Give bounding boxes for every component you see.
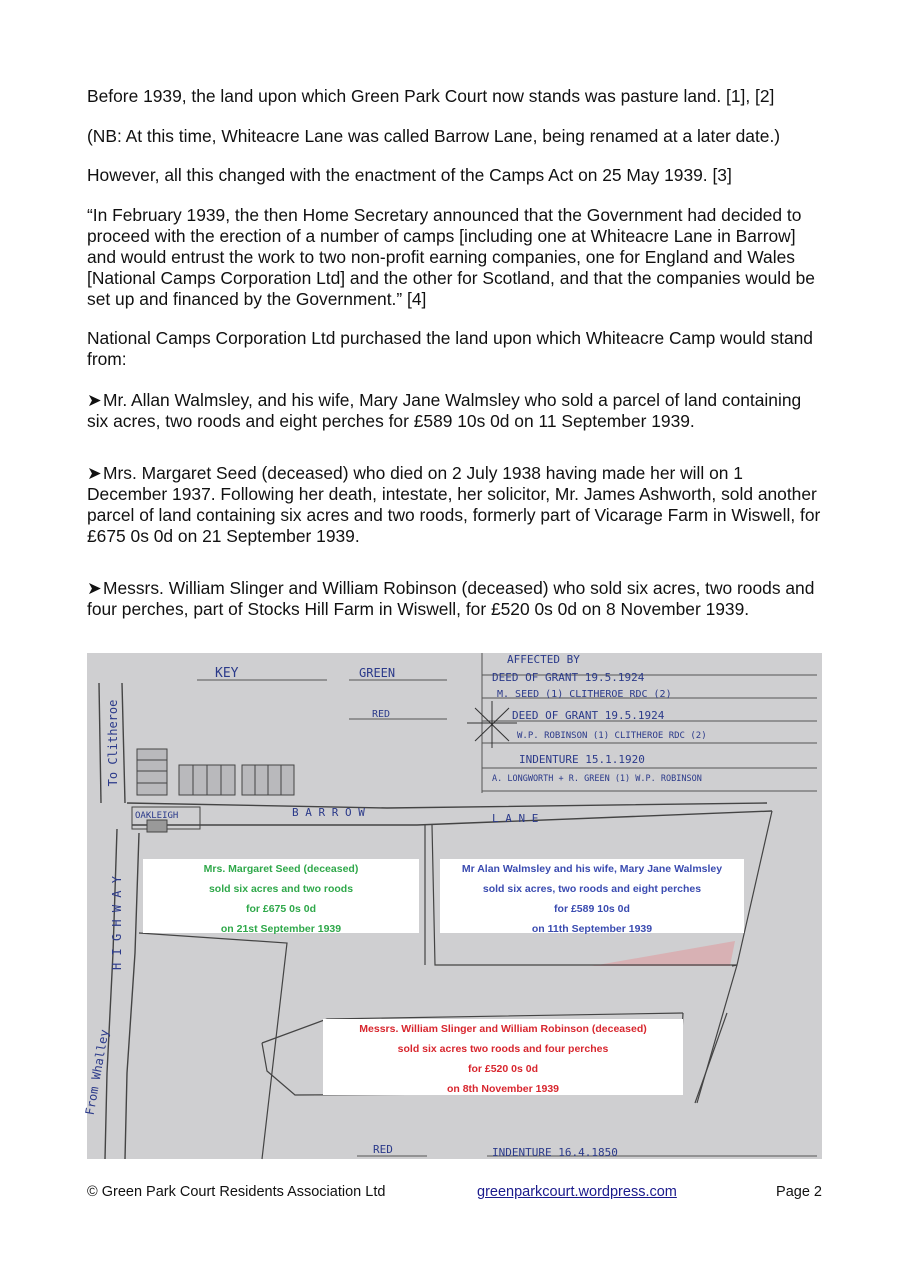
walmsley-plot-label	[440, 859, 744, 933]
highway-label: H I G H W A Y	[110, 876, 124, 970]
compass-icon	[467, 701, 517, 748]
slinger-label-line: sold six acres two roods and four perches	[397, 1043, 609, 1055]
seed-label-line: for £675 0s 0d	[245, 903, 317, 915]
bullet-arrow-icon: ➤	[87, 578, 102, 598]
footer-copyright: © Green Park Court Residents Association Ltd	[87, 1184, 386, 1200]
slinger-plot-label	[323, 1019, 683, 1095]
red-shaded-area	[592, 941, 735, 966]
seed-label-line: Mrs. Margaret Seed (deceased)	[203, 863, 359, 875]
walmsley-label-line: on 11th September 1939	[531, 923, 653, 935]
seed-clitheroe: M. SEED (1) CLITHEROE RDC (2)	[497, 689, 672, 700]
bullet-text: Mr. Allan Walmsley, and his wife, Mary Jane Walmsley who sold a parcel of land containing six acres, two roods and eight perches for £589 10s 0d on 11 September 1939.	[87, 390, 802, 431]
robinson-clitheroe: W.P. ROBINSON (1) CLITHEROE RDC (2)	[517, 731, 707, 741]
walmsley-label-line: for £589 10s 0d	[554, 903, 630, 915]
from-whalley: From Whalley	[82, 1028, 112, 1117]
deed-grant-1: DEED OF GRANT 19.5.1924	[492, 671, 645, 684]
lane-label: L A N E	[492, 812, 539, 825]
page-number: Page 2	[776, 1184, 822, 1200]
slinger-label-line: on 8th November 1939	[446, 1083, 560, 1095]
walmsley-label-line: Mr Alan Walmsley and his wife, Mary Jane Walmsley	[461, 863, 723, 875]
footer-link[interactable]: greenparkcourt.wordpress.com	[477, 1184, 677, 1200]
bullet-text: Mrs. Margaret Seed (deceased) who died on 2 July 1938 having made her will on 1 December 1937. Following her death, intestate, her solicitor, Mr. James Ashworth, sold another parcel of land containing six acres and two roods, formerly part of Vicarage Farm in Wiswell, for £675 0s 0d on 21 September 1939.	[87, 463, 821, 546]
seed-label-line: sold six acres and two roods	[208, 883, 354, 895]
key-green: GREEN	[359, 666, 396, 680]
indenture-1920: INDENTURE 15.1.1920	[519, 753, 645, 766]
seed-label-line: on 21st September 1939	[220, 923, 342, 935]
bullet-arrow-icon: ➤	[87, 463, 102, 483]
paragraph-purchase: National Camps Corporation Ltd purchased the land upon which Whiteacre Camp would stand from:	[87, 328, 813, 369]
paragraph-camps-act: However, all this changed with the enactment of the Camps Act on 25 May 1939. [3]	[87, 165, 732, 185]
bullet-item-seed	[87, 463, 825, 547]
land-plan-map	[82, 653, 822, 1159]
paragraph-pasture: Before 1939, the land upon which Green Park Court now stands was pasture land. [1], [2]	[87, 86, 775, 106]
slinger-label-line: Messrs. William Slinger and William Robinson (deceased)	[359, 1023, 647, 1035]
key-red: RED	[372, 709, 391, 720]
page-footer	[87, 1183, 822, 1203]
longworth-green: A. LONGWORTH + R. GREEN (1) W.P. ROBINSON	[492, 774, 702, 784]
deed-grant-2: DEED OF GRANT 19.5.1924	[512, 709, 665, 722]
paragraph-quote: “In February 1939, the then Home Secretary announced that the Government had decided to proceed with the erection of a number of camps [including one at Whiteacre Lane in Barrow] and would entrust the work to two non-profit earning companies, one for England and Wales [National Camps Corporation Ltd] and the other for Scotland, and that the companies would be set up and financed by the Government.” [4]	[87, 204, 815, 309]
paragraph-note: (NB: At this time, Whiteacre Lane was called Barrow Lane, being renamed at a later date.)	[87, 125, 781, 146]
barrow-label: B A R R O W	[292, 806, 365, 819]
to-clitheroe: To Clitheroe	[106, 699, 120, 787]
affected-by: AFFECTED BY	[507, 653, 580, 666]
slinger-label-line: for £520 0s 0d	[467, 1063, 539, 1075]
bullet-item-walmsley	[87, 390, 825, 432]
walmsley-label-line: sold six acres, two roods and eight perches	[482, 883, 702, 895]
houses-block	[137, 749, 294, 795]
document-body	[87, 86, 825, 640]
indenture-1850: INDENTURE 16.4.1850	[492, 1146, 618, 1159]
key-heading: KEY	[215, 666, 239, 681]
bullet-arrow-icon: ➤	[87, 390, 102, 410]
oakleigh-label: OAKLEIGH	[135, 811, 179, 821]
bullet-text: Messrs. William Slinger and William Robinson (deceased) who sold six acres, two roods and four perches, part of Stocks Hill Farm in Wiswell, for £520 0s 0d on 8 November 1939.	[87, 578, 815, 619]
bottom-red: RED	[373, 1143, 393, 1156]
bullet-item-slinger	[87, 578, 825, 620]
seed-plot-label	[143, 859, 419, 933]
